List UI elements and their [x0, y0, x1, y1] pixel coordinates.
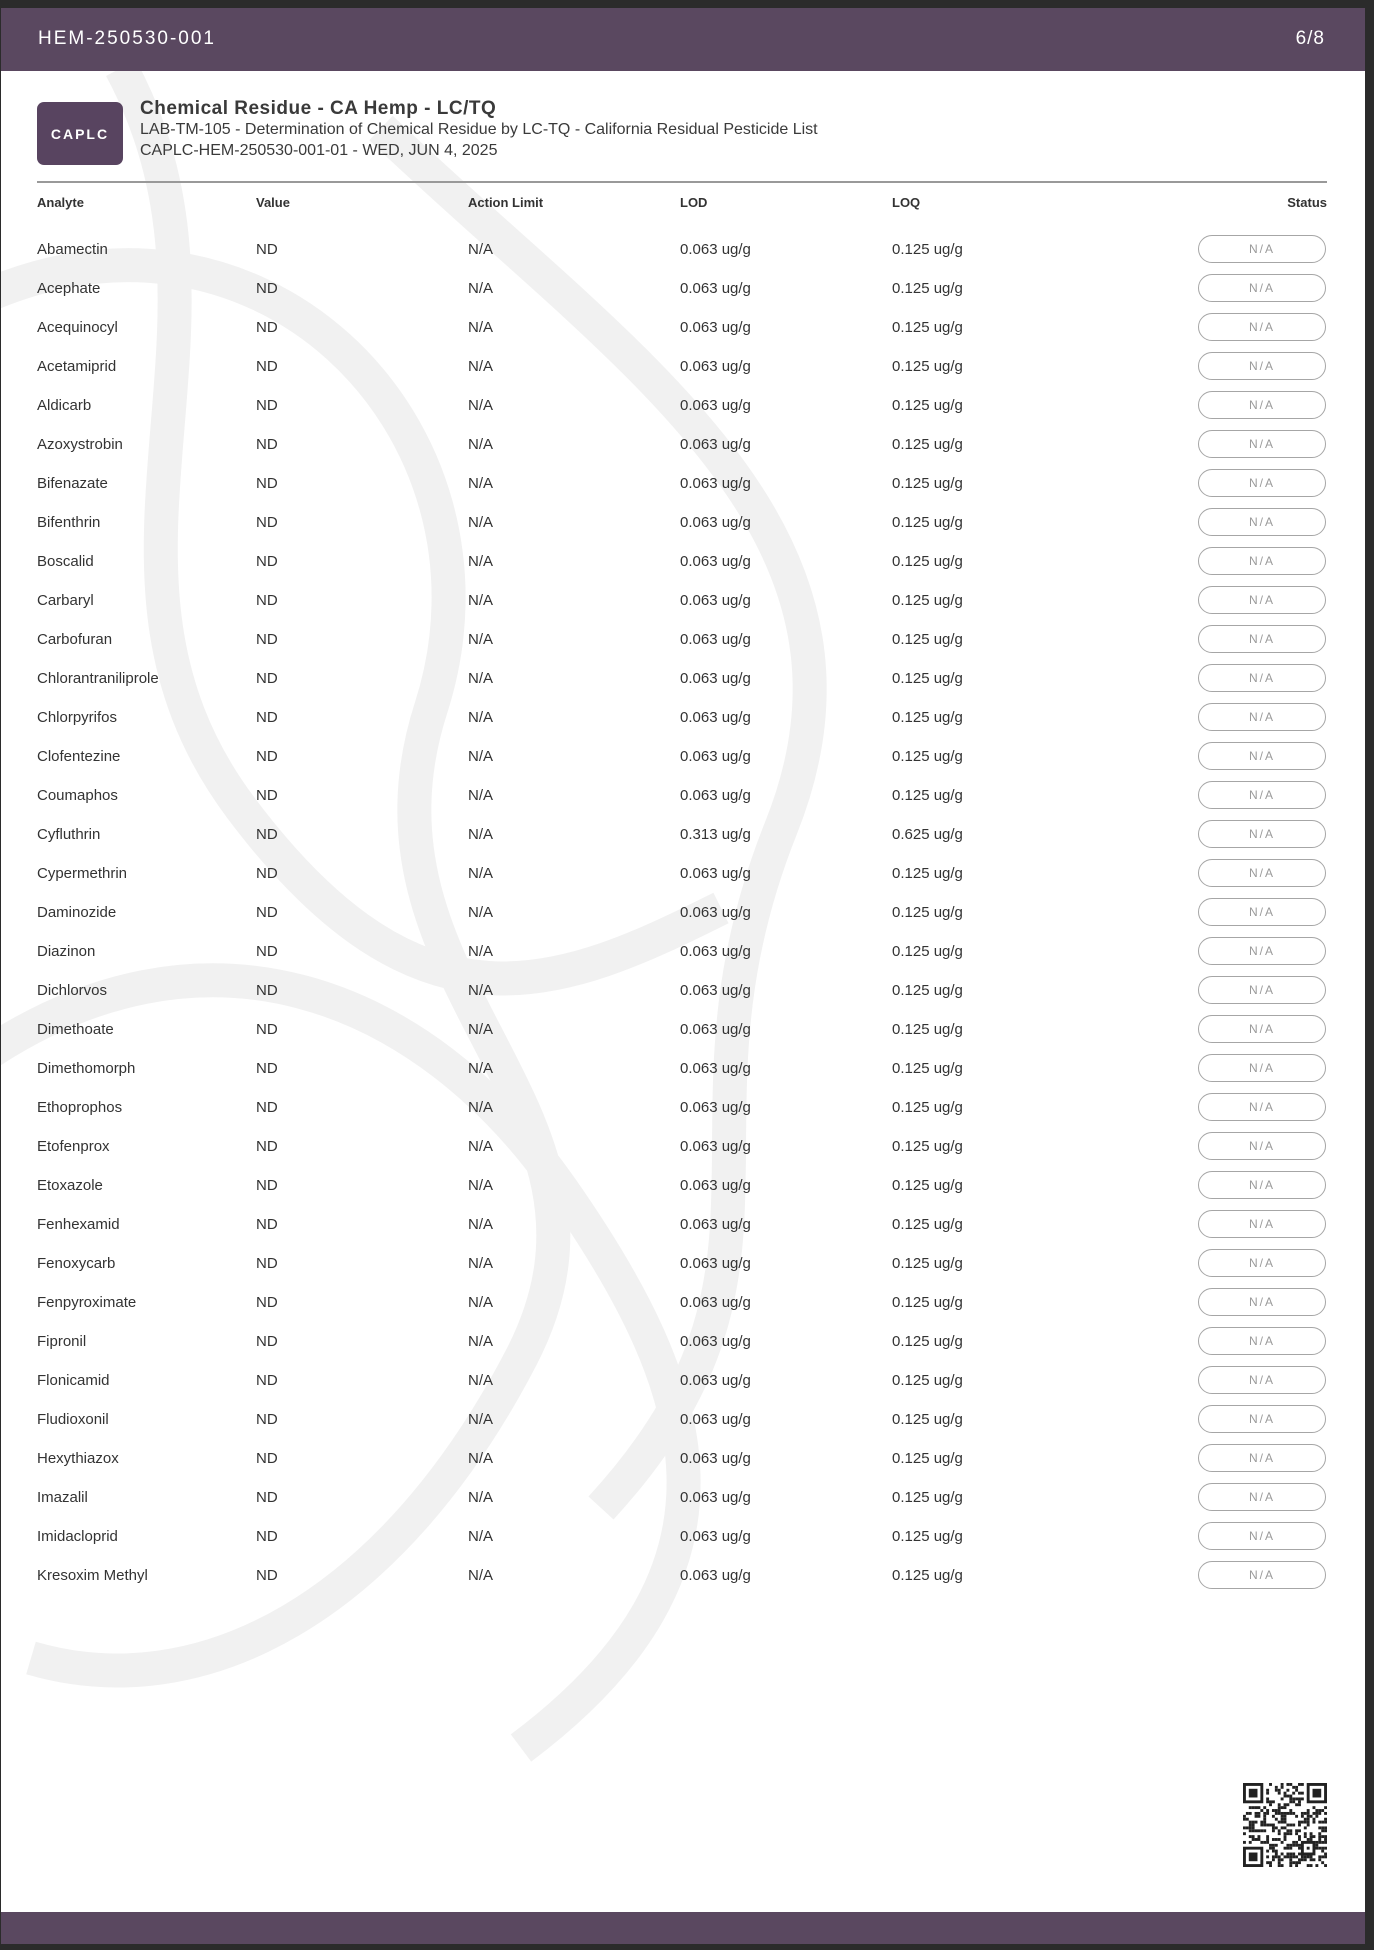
lod-cell: 0.063 ug/g	[680, 1528, 751, 1545]
lod-cell: 0.063 ug/g	[680, 787, 751, 804]
action-limit-cell: N/A	[468, 1333, 494, 1350]
loq-cell: 0.125 ug/g	[892, 592, 963, 609]
action-limit-cell: N/A	[468, 358, 494, 375]
action-limit-cell: N/A	[468, 1567, 494, 1584]
lod-cell: 0.063 ug/g	[680, 1333, 751, 1350]
analyte-cell: Fipronil	[37, 1333, 87, 1350]
value-cell: ND	[256, 1411, 278, 1428]
loq-cell: 0.125 ug/g	[892, 670, 963, 687]
table-row	[1, 816, 1365, 855]
status-badge: N/A	[1198, 898, 1326, 926]
analyte-cell: Imazalil	[37, 1489, 88, 1506]
analyte-cell: Boscalid	[37, 553, 94, 570]
status-badge: N/A	[1198, 1561, 1326, 1589]
loq-cell: 0.125 ug/g	[892, 787, 963, 804]
status-badge: N/A	[1198, 1483, 1326, 1511]
loq-cell: 0.125 ug/g	[892, 436, 963, 453]
column-header-lod: LOD	[680, 195, 708, 210]
status-badge: N/A	[1198, 1405, 1326, 1433]
action-limit-cell: N/A	[468, 1177, 494, 1194]
analyte-cell: Cypermethrin	[37, 865, 128, 882]
lod-cell: 0.063 ug/g	[680, 1138, 751, 1155]
value-cell: ND	[256, 709, 278, 726]
status-badge: N/A	[1198, 235, 1326, 263]
table-row	[1, 1362, 1365, 1401]
value-cell: ND	[256, 748, 278, 765]
analyte-cell: Fenoxycarb	[37, 1255, 116, 1272]
loq-cell: 0.125 ug/g	[892, 1450, 963, 1467]
value-cell: ND	[256, 436, 278, 453]
method-description: LAB-TM-105 - Determination of Chemical Residue by LC-TQ - California Residual Pesticide List	[140, 121, 818, 138]
analyte-cell: Fenhexamid	[37, 1216, 120, 1233]
lod-cell: 0.063 ug/g	[680, 1372, 751, 1389]
table-row	[1, 1284, 1365, 1323]
action-limit-cell: N/A	[468, 787, 494, 804]
status-badge: N/A	[1198, 1366, 1326, 1394]
analyte-cell: Coumaphos	[37, 787, 118, 804]
table-row	[1, 309, 1365, 348]
status-badge: N/A	[1198, 274, 1326, 302]
status-badge: N/A	[1198, 1327, 1326, 1355]
value-cell: ND	[256, 1138, 278, 1155]
analyte-cell: Dimethomorph	[37, 1060, 136, 1077]
status-badge: N/A	[1198, 1522, 1326, 1550]
analyte-cell: Acetamiprid	[37, 358, 117, 375]
loq-cell: 0.125 ug/g	[892, 904, 963, 921]
analyte-cell: Carbofuran	[37, 631, 113, 648]
table-row	[1, 738, 1365, 777]
analyte-cell: Fenpyroximate	[37, 1294, 137, 1311]
loq-cell: 0.125 ug/g	[892, 1294, 963, 1311]
value-cell: ND	[256, 865, 278, 882]
action-limit-cell: N/A	[468, 280, 494, 297]
table-row	[1, 972, 1365, 1011]
loq-cell: 0.125 ug/g	[892, 1255, 963, 1272]
status-badge: N/A	[1198, 1093, 1326, 1121]
analyte-cell: Chlorpyrifos	[37, 709, 118, 726]
lod-cell: 0.063 ug/g	[680, 592, 751, 609]
action-limit-cell: N/A	[468, 826, 494, 843]
lod-cell: 0.313 ug/g	[680, 826, 751, 843]
loq-cell: 0.125 ug/g	[892, 1177, 963, 1194]
analyte-cell: Aldicarb	[37, 397, 92, 414]
lod-cell: 0.063 ug/g	[680, 982, 751, 999]
table-row	[1, 504, 1365, 543]
lod-cell: 0.063 ug/g	[680, 670, 751, 687]
lod-cell: 0.063 ug/g	[680, 904, 751, 921]
lod-cell: 0.063 ug/g	[680, 865, 751, 882]
column-header-value: Value	[256, 195, 290, 210]
loq-cell: 0.125 ug/g	[892, 1333, 963, 1350]
action-limit-cell: N/A	[468, 1060, 494, 1077]
action-limit-cell: N/A	[468, 865, 494, 882]
action-limit-cell: N/A	[468, 1528, 494, 1545]
analyte-cell: Acequinocyl	[37, 319, 118, 336]
status-badge: N/A	[1198, 1249, 1326, 1277]
analyte-cell: Clofentezine	[37, 748, 121, 765]
column-header-status: Status	[1287, 195, 1327, 210]
value-cell: ND	[256, 553, 278, 570]
table-row	[1, 1557, 1365, 1596]
lod-cell: 0.063 ug/g	[680, 319, 751, 336]
status-badge: N/A	[1198, 508, 1326, 536]
column-header-analyte: Analyte	[37, 195, 84, 210]
value-cell: ND	[256, 826, 278, 843]
value-cell: ND	[256, 280, 278, 297]
value-cell: ND	[256, 631, 278, 648]
analyte-cell: Bifenthrin	[37, 514, 101, 531]
table-row	[1, 1245, 1365, 1284]
status-badge: N/A	[1198, 391, 1326, 419]
table-row	[1, 1440, 1365, 1479]
top-header-bar	[1, 8, 1365, 71]
value-cell: ND	[256, 1528, 278, 1545]
status-badge: N/A	[1198, 781, 1326, 809]
table-row	[1, 1089, 1365, 1128]
table-row	[1, 1401, 1365, 1440]
status-badge: N/A	[1198, 430, 1326, 458]
loq-cell: 0.125 ug/g	[892, 865, 963, 882]
value-cell: ND	[256, 475, 278, 492]
analyte-cell: Etofenprox	[37, 1138, 110, 1155]
column-header-action-limit: Action Limit	[468, 195, 544, 210]
status-badge: N/A	[1198, 1210, 1326, 1238]
value-cell: ND	[256, 787, 278, 804]
value-cell: ND	[256, 1255, 278, 1272]
analyte-cell: Ethoprophos	[37, 1099, 123, 1116]
action-limit-cell: N/A	[468, 1255, 494, 1272]
qr-code-icon[interactable]	[1243, 1783, 1327, 1867]
status-badge: N/A	[1198, 1054, 1326, 1082]
loq-cell: 0.125 ug/g	[892, 319, 963, 336]
table-row	[1, 231, 1365, 270]
status-badge: N/A	[1198, 742, 1326, 770]
value-cell: ND	[256, 1450, 278, 1467]
status-badge: N/A	[1198, 547, 1326, 575]
value-cell: ND	[256, 1567, 278, 1584]
loq-cell: 0.625 ug/g	[892, 826, 963, 843]
value-cell: ND	[256, 1294, 278, 1311]
lod-cell: 0.063 ug/g	[680, 1216, 751, 1233]
lod-cell: 0.063 ug/g	[680, 475, 751, 492]
lod-cell: 0.063 ug/g	[680, 280, 751, 297]
loq-cell: 0.125 ug/g	[892, 397, 963, 414]
document-id: HEM-250530-001	[38, 28, 216, 49]
value-cell: ND	[256, 1021, 278, 1038]
analyte-cell: Bifenazate	[37, 475, 108, 492]
analyte-cell: Dimethoate	[37, 1021, 114, 1038]
loq-cell: 0.125 ug/g	[892, 631, 963, 648]
table-row	[1, 348, 1365, 387]
status-badge: N/A	[1198, 937, 1326, 965]
table-row	[1, 933, 1365, 972]
status-badge: N/A	[1198, 859, 1326, 887]
status-badge: N/A	[1198, 664, 1326, 692]
table-row	[1, 1167, 1365, 1206]
action-limit-cell: N/A	[468, 709, 494, 726]
action-limit-cell: N/A	[468, 241, 494, 258]
status-badge: N/A	[1198, 1444, 1326, 1472]
loq-cell: 0.125 ug/g	[892, 1567, 963, 1584]
loq-cell: 0.125 ug/g	[892, 1099, 963, 1116]
value-cell: ND	[256, 358, 278, 375]
loq-cell: 0.125 ug/g	[892, 748, 963, 765]
action-limit-cell: N/A	[468, 475, 494, 492]
loq-cell: 0.125 ug/g	[892, 1411, 963, 1428]
value-cell: ND	[256, 1177, 278, 1194]
analyte-cell: Abamectin	[37, 241, 108, 258]
report-title: Chemical Residue - CA Hemp - LC/TQ	[140, 98, 497, 119]
lod-cell: 0.063 ug/g	[680, 709, 751, 726]
value-cell: ND	[256, 1489, 278, 1506]
table-row	[1, 1011, 1365, 1050]
table-row	[1, 1050, 1365, 1089]
value-cell: ND	[256, 514, 278, 531]
value-cell: ND	[256, 1333, 278, 1350]
action-limit-cell: N/A	[468, 514, 494, 531]
action-limit-cell: N/A	[468, 670, 494, 687]
action-limit-cell: N/A	[468, 1372, 494, 1389]
lod-cell: 0.063 ug/g	[680, 241, 751, 258]
table-row	[1, 660, 1365, 699]
loq-cell: 0.125 ug/g	[892, 1216, 963, 1233]
lod-cell: 0.063 ug/g	[680, 1567, 751, 1584]
lod-cell: 0.063 ug/g	[680, 1021, 751, 1038]
action-limit-cell: N/A	[468, 748, 494, 765]
status-badge: N/A	[1198, 313, 1326, 341]
table-row	[1, 543, 1365, 582]
value-cell: ND	[256, 1099, 278, 1116]
column-header-loq: LOQ	[892, 195, 921, 210]
loq-cell: 0.125 ug/g	[892, 475, 963, 492]
action-limit-cell: N/A	[468, 904, 494, 921]
table-row	[1, 387, 1365, 426]
loq-cell: 0.125 ug/g	[892, 709, 963, 726]
value-cell: ND	[256, 982, 278, 999]
table-row	[1, 426, 1365, 465]
value-cell: ND	[256, 670, 278, 687]
status-badge: N/A	[1198, 1171, 1326, 1199]
lod-cell: 0.063 ug/g	[680, 631, 751, 648]
lod-cell: 0.063 ug/g	[680, 397, 751, 414]
status-badge: N/A	[1198, 1015, 1326, 1043]
table-row	[1, 777, 1365, 816]
action-limit-cell: N/A	[468, 982, 494, 999]
loq-cell: 0.125 ug/g	[892, 280, 963, 297]
analyte-cell: Chlorantraniliprole	[37, 670, 159, 687]
analyte-cell: Hexythiazox	[37, 1450, 119, 1467]
table-row	[1, 1479, 1365, 1518]
lod-cell: 0.063 ug/g	[680, 553, 751, 570]
header-divider	[37, 181, 1327, 183]
value-cell: ND	[256, 1372, 278, 1389]
value-cell: ND	[256, 904, 278, 921]
lod-cell: 0.063 ug/g	[680, 1099, 751, 1116]
value-cell: ND	[256, 397, 278, 414]
value-cell: ND	[256, 1060, 278, 1077]
analyte-cell: Daminozide	[37, 904, 117, 921]
table-row	[1, 582, 1365, 621]
status-badge: N/A	[1198, 976, 1326, 1004]
lod-cell: 0.063 ug/g	[680, 748, 751, 765]
table-row	[1, 855, 1365, 894]
table-row	[1, 699, 1365, 738]
analyte-cell: Fludioxonil	[37, 1411, 109, 1428]
value-cell: ND	[256, 241, 278, 258]
loq-cell: 0.125 ug/g	[892, 1372, 963, 1389]
action-limit-cell: N/A	[468, 1489, 494, 1506]
loq-cell: 0.125 ug/g	[892, 1528, 963, 1545]
action-limit-cell: N/A	[468, 1294, 494, 1311]
analyte-cell: Azoxystrobin	[37, 436, 123, 453]
table-row	[1, 270, 1365, 309]
lod-cell: 0.063 ug/g	[680, 514, 751, 531]
table-row	[1, 465, 1365, 504]
table-row	[1, 621, 1365, 660]
action-limit-cell: N/A	[468, 1138, 494, 1155]
analyte-cell: Kresoxim Methyl	[37, 1567, 148, 1584]
analyte-cell: Cyfluthrin	[37, 826, 101, 843]
loq-cell: 0.125 ug/g	[892, 1060, 963, 1077]
lod-cell: 0.063 ug/g	[680, 1294, 751, 1311]
status-badge: N/A	[1198, 625, 1326, 653]
loq-cell: 0.125 ug/g	[892, 241, 963, 258]
action-limit-cell: N/A	[468, 631, 494, 648]
lod-cell: 0.063 ug/g	[680, 1177, 751, 1194]
lod-cell: 0.063 ug/g	[680, 1255, 751, 1272]
analyte-cell: Diazinon	[37, 943, 96, 960]
lod-cell: 0.063 ug/g	[680, 1060, 751, 1077]
lod-cell: 0.063 ug/g	[680, 1411, 751, 1428]
status-badge: N/A	[1198, 820, 1326, 848]
status-badge: N/A	[1198, 352, 1326, 380]
action-limit-cell: N/A	[468, 553, 494, 570]
value-cell: ND	[256, 943, 278, 960]
loq-cell: 0.125 ug/g	[892, 514, 963, 531]
loq-cell: 0.125 ug/g	[892, 1021, 963, 1038]
analyte-cell: Etoxazole	[37, 1177, 103, 1194]
loq-cell: 0.125 ug/g	[892, 982, 963, 999]
action-limit-cell: N/A	[468, 1450, 494, 1467]
status-badge: N/A	[1198, 469, 1326, 497]
action-limit-cell: N/A	[468, 1021, 494, 1038]
status-badge: N/A	[1198, 1288, 1326, 1316]
sample-id-date: CAPLC-HEM-250530-001-01 - WED, JUN 4, 2025	[140, 142, 498, 159]
analyte-cell: Imidacloprid	[37, 1528, 118, 1545]
action-limit-cell: N/A	[468, 592, 494, 609]
analyte-cell: Dichlorvos	[37, 982, 108, 999]
action-limit-cell: N/A	[468, 1099, 494, 1116]
status-badge: N/A	[1198, 703, 1326, 731]
lod-cell: 0.063 ug/g	[680, 1489, 751, 1506]
value-cell: ND	[256, 319, 278, 336]
page-number: 6/8	[1295, 28, 1325, 49]
action-limit-cell: N/A	[468, 943, 494, 960]
action-limit-cell: N/A	[468, 1411, 494, 1428]
loq-cell: 0.125 ug/g	[892, 358, 963, 375]
table-row	[1, 894, 1365, 933]
loq-cell: 0.125 ug/g	[892, 1489, 963, 1506]
table-row	[1, 1128, 1365, 1167]
loq-cell: 0.125 ug/g	[892, 1138, 963, 1155]
loq-cell: 0.125 ug/g	[892, 943, 963, 960]
analyte-cell: Carbaryl	[37, 592, 94, 609]
action-limit-cell: N/A	[468, 1216, 494, 1233]
action-limit-cell: N/A	[468, 436, 494, 453]
analyte-cell: Acephate	[37, 280, 101, 297]
lab-logo: CAPLC	[37, 102, 123, 165]
loq-cell: 0.125 ug/g	[892, 553, 963, 570]
value-cell: ND	[256, 1216, 278, 1233]
action-limit-cell: N/A	[468, 397, 494, 414]
table-row	[1, 1206, 1365, 1245]
value-cell: ND	[256, 592, 278, 609]
lod-cell: 0.063 ug/g	[680, 358, 751, 375]
action-limit-cell: N/A	[468, 319, 494, 336]
lod-cell: 0.063 ug/g	[680, 943, 751, 960]
status-badge: N/A	[1198, 586, 1326, 614]
report-page	[1, 8, 1365, 1944]
lod-cell: 0.063 ug/g	[680, 1450, 751, 1467]
footer-bar	[1, 1912, 1365, 1944]
table-row	[1, 1323, 1365, 1362]
status-badge: N/A	[1198, 1132, 1326, 1160]
table-row	[1, 1518, 1365, 1557]
lod-cell: 0.063 ug/g	[680, 436, 751, 453]
analyte-cell: Flonicamid	[37, 1372, 110, 1389]
